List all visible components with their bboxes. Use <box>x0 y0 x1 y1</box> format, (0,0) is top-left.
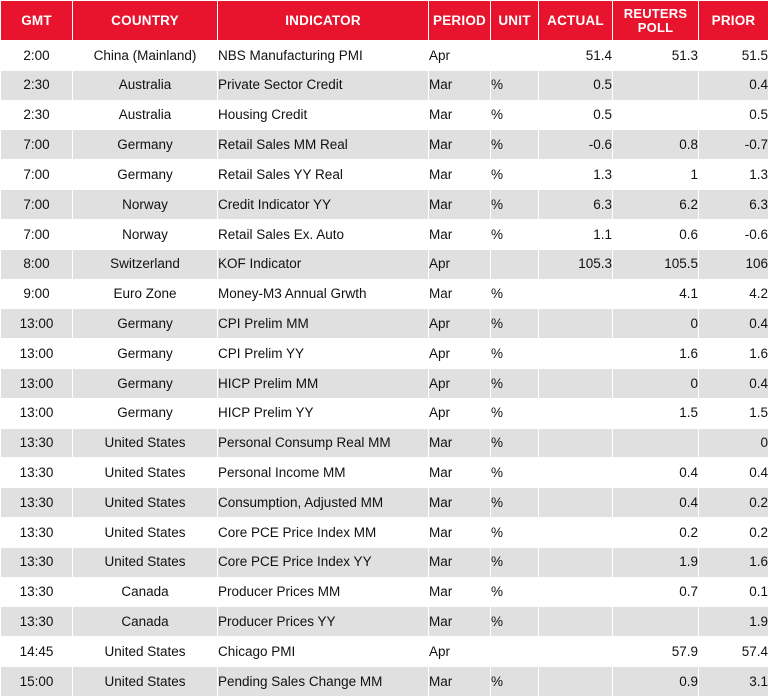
cell-actual <box>539 458 613 488</box>
column-header-period[interactable]: PERIOD <box>429 1 491 41</box>
cell-reuters-poll: 1 <box>613 160 699 190</box>
cell-indicator: Core PCE Price Index MM <box>218 518 429 548</box>
cell-actual <box>539 607 613 637</box>
cell-prior: 6.3 <box>699 190 768 220</box>
cell-period: Mar <box>429 488 491 518</box>
cell-country: Germany <box>73 339 218 369</box>
column-header-unit[interactable]: UNIT <box>491 1 539 41</box>
cell-indicator: Housing Credit <box>218 100 429 130</box>
cell-country: United States <box>73 547 218 577</box>
cell-prior: 0.4 <box>699 70 768 100</box>
cell-prior: 1.3 <box>699 160 768 190</box>
cell-indicator: Pending Sales Change MM <box>218 667 429 697</box>
cell-reuters-poll: 105.5 <box>613 249 699 279</box>
cell-period: Mar <box>429 279 491 309</box>
cell-reuters-poll: 1.6 <box>613 339 699 369</box>
cell-reuters-poll: 1.5 <box>613 398 699 428</box>
cell-gmt: 2:30 <box>1 70 73 100</box>
column-header-reuters-line2: POLL <box>637 19 674 35</box>
table-row <box>1 607 768 637</box>
cell-unit: % <box>491 518 539 548</box>
cell-gmt: 13:30 <box>1 547 73 577</box>
cell-period: Mar <box>429 130 491 160</box>
table-row <box>1 160 768 190</box>
cell-indicator: Core PCE Price Index YY <box>218 547 429 577</box>
cell-prior: 0.2 <box>699 488 768 518</box>
cell-unit: % <box>491 577 539 607</box>
cell-country: Germany <box>73 398 218 428</box>
cell-prior: 0.4 <box>699 368 768 398</box>
table-row <box>1 190 768 220</box>
table-row <box>1 547 768 577</box>
cell-reuters-poll: 0.9 <box>613 667 699 697</box>
cell-actual <box>539 577 613 607</box>
table-row <box>1 70 768 100</box>
table-row <box>1 368 768 398</box>
cell-indicator: Retail Sales MM Real <box>218 130 429 160</box>
cell-prior: 1.5 <box>699 398 768 428</box>
table-row <box>1 219 768 249</box>
cell-indicator: HICP Prelim YY <box>218 398 429 428</box>
table-row <box>1 637 768 667</box>
cell-country: Germany <box>73 160 218 190</box>
cell-actual <box>539 339 613 369</box>
cell-reuters-poll <box>613 428 699 458</box>
table-row <box>1 41 768 71</box>
cell-indicator: HICP Prelim MM <box>218 368 429 398</box>
cell-country: Germany <box>73 309 218 339</box>
cell-unit: % <box>491 130 539 160</box>
cell-actual <box>539 309 613 339</box>
cell-indicator: Retail Sales Ex. Auto <box>218 219 429 249</box>
cell-actual <box>539 279 613 309</box>
column-header-actual[interactable]: ACTUAL <box>539 1 613 41</box>
cell-actual: 1.1 <box>539 219 613 249</box>
cell-actual: 6.3 <box>539 190 613 220</box>
cell-indicator: Producer Prices YY <box>218 607 429 637</box>
cell-gmt: 13:30 <box>1 488 73 518</box>
cell-reuters-poll: 0 <box>613 368 699 398</box>
cell-unit: % <box>491 667 539 697</box>
cell-unit <box>491 249 539 279</box>
cell-period: Apr <box>429 398 491 428</box>
table-row <box>1 100 768 130</box>
cell-actual <box>539 547 613 577</box>
cell-gmt: 13:30 <box>1 577 73 607</box>
cell-prior: 3.1 <box>699 667 768 697</box>
cell-period: Apr <box>429 41 491 71</box>
cell-period: Mar <box>429 518 491 548</box>
cell-reuters-poll: 6.2 <box>613 190 699 220</box>
cell-period: Apr <box>429 249 491 279</box>
cell-period: Mar <box>429 190 491 220</box>
cell-gmt: 13:00 <box>1 398 73 428</box>
cell-country: United States <box>73 488 218 518</box>
cell-prior: -0.6 <box>699 219 768 249</box>
cell-indicator: Chicago PMI <box>218 637 429 667</box>
cell-gmt: 7:00 <box>1 190 73 220</box>
cell-indicator: Consumption, Adjusted MM <box>218 488 429 518</box>
cell-gmt: 13:00 <box>1 368 73 398</box>
cell-indicator: Private Sector Credit <box>218 70 429 100</box>
cell-country: Norway <box>73 190 218 220</box>
cell-actual <box>539 488 613 518</box>
cell-country: Australia <box>73 100 218 130</box>
cell-period: Apr <box>429 339 491 369</box>
cell-country: Australia <box>73 70 218 100</box>
cell-reuters-poll <box>613 70 699 100</box>
cell-prior: 0.4 <box>699 458 768 488</box>
table-row <box>1 458 768 488</box>
cell-gmt: 7:00 <box>1 130 73 160</box>
cell-actual: -0.6 <box>539 130 613 160</box>
cell-actual: 0.5 <box>539 100 613 130</box>
cell-gmt: 13:00 <box>1 339 73 369</box>
cell-indicator: CPI Prelim YY <box>218 339 429 369</box>
cell-gmt: 13:30 <box>1 458 73 488</box>
table-row <box>1 667 768 697</box>
cell-prior: 1.9 <box>699 607 768 637</box>
table-row <box>1 577 768 607</box>
cell-reuters-poll: 0.7 <box>613 577 699 607</box>
cell-gmt: 13:30 <box>1 518 73 548</box>
cell-period: Mar <box>429 577 491 607</box>
cell-actual <box>539 428 613 458</box>
table-row <box>1 249 768 279</box>
cell-period: Apr <box>429 309 491 339</box>
cell-gmt: 14:45 <box>1 637 73 667</box>
table-row <box>1 398 768 428</box>
cell-unit: % <box>491 219 539 249</box>
cell-unit: % <box>491 368 539 398</box>
cell-country: United States <box>73 428 218 458</box>
cell-prior: 1.6 <box>699 339 768 369</box>
cell-gmt: 13:00 <box>1 309 73 339</box>
cell-indicator: Personal Income MM <box>218 458 429 488</box>
cell-prior: 1.6 <box>699 547 768 577</box>
cell-actual: 105.3 <box>539 249 613 279</box>
cell-unit: % <box>491 398 539 428</box>
cell-prior: -0.7 <box>699 130 768 160</box>
cell-prior: 4.2 <box>699 279 768 309</box>
cell-gmt: 7:00 <box>1 160 73 190</box>
cell-indicator: Producer Prices MM <box>218 577 429 607</box>
table-row <box>1 309 768 339</box>
cell-indicator: Retail Sales YY Real <box>218 160 429 190</box>
cell-unit: % <box>491 458 539 488</box>
cell-gmt: 13:30 <box>1 607 73 637</box>
cell-reuters-poll: 51.3 <box>613 41 699 71</box>
table-row <box>1 279 768 309</box>
cell-prior: 0 <box>699 428 768 458</box>
cell-unit: % <box>491 160 539 190</box>
cell-country: Euro Zone <box>73 279 218 309</box>
cell-actual <box>539 518 613 548</box>
column-header-gmt[interactable]: GMT <box>1 1 73 41</box>
table-row <box>1 339 768 369</box>
cell-indicator: Personal Consump Real MM <box>218 428 429 458</box>
cell-unit: % <box>491 428 539 458</box>
cell-reuters-poll <box>613 100 699 130</box>
cell-reuters-poll: 4.1 <box>613 279 699 309</box>
cell-period: Mar <box>429 667 491 697</box>
cell-country: Canada <box>73 577 218 607</box>
cell-country: Germany <box>73 130 218 160</box>
cell-unit: % <box>491 309 539 339</box>
cell-period: Apr <box>429 368 491 398</box>
cell-period: Mar <box>429 428 491 458</box>
table-body <box>1 41 768 697</box>
column-header-indicator[interactable]: INDICATOR <box>218 1 429 41</box>
cell-indicator: Credit Indicator YY <box>218 190 429 220</box>
cell-unit: % <box>491 279 539 309</box>
cell-gmt: 2:30 <box>1 100 73 130</box>
cell-reuters-poll: 1.9 <box>613 547 699 577</box>
cell-reuters-poll: 57.9 <box>613 637 699 667</box>
cell-indicator: CPI Prelim MM <box>218 309 429 339</box>
column-header-country[interactable]: COUNTRY <box>73 1 218 41</box>
cell-country: United States <box>73 518 218 548</box>
cell-gmt: 2:00 <box>1 41 73 71</box>
cell-unit: % <box>491 100 539 130</box>
cell-country: United States <box>73 637 218 667</box>
cell-unit: % <box>491 190 539 220</box>
table-header <box>1 1 768 41</box>
cell-prior: 0.5 <box>699 100 768 130</box>
cell-country: Germany <box>73 368 218 398</box>
cell-unit: % <box>491 339 539 369</box>
cell-prior: 0.4 <box>699 309 768 339</box>
cell-actual <box>539 667 613 697</box>
cell-reuters-poll: 0.4 <box>613 458 699 488</box>
table-row <box>1 428 768 458</box>
cell-actual: 0.5 <box>539 70 613 100</box>
cell-unit: % <box>491 547 539 577</box>
cell-prior: 51.5 <box>699 41 768 71</box>
table-header-row <box>1 1 768 41</box>
cell-prior: 0.2 <box>699 518 768 548</box>
cell-reuters-poll: 0.4 <box>613 488 699 518</box>
cell-period: Mar <box>429 70 491 100</box>
cell-gmt: 7:00 <box>1 219 73 249</box>
cell-country: United States <box>73 458 218 488</box>
column-header-reuters-line1: REUTERS <box>623 5 688 21</box>
cell-country: Norway <box>73 219 218 249</box>
cell-unit: % <box>491 70 539 100</box>
cell-period: Mar <box>429 160 491 190</box>
cell-unit: % <box>491 488 539 518</box>
cell-indicator: Money-M3 Annual Grwth <box>218 279 429 309</box>
cell-reuters-poll: 0.2 <box>613 518 699 548</box>
cell-period: Apr <box>429 637 491 667</box>
cell-country: United States <box>73 667 218 697</box>
cell-unit <box>491 41 539 71</box>
cell-gmt: 13:30 <box>1 428 73 458</box>
cell-indicator: KOF Indicator <box>218 249 429 279</box>
cell-actual <box>539 398 613 428</box>
cell-reuters-poll: 0 <box>613 309 699 339</box>
cell-actual <box>539 637 613 667</box>
cell-country: China (Mainland) <box>73 41 218 71</box>
cell-period: Mar <box>429 607 491 637</box>
cell-country: Canada <box>73 607 218 637</box>
cell-indicator: NBS Manufacturing PMI <box>218 41 429 71</box>
table-row <box>1 518 768 548</box>
cell-gmt: 8:00 <box>1 249 73 279</box>
cell-reuters-poll: 0.8 <box>613 130 699 160</box>
table-row <box>1 488 768 518</box>
cell-reuters-poll: 0.6 <box>613 219 699 249</box>
cell-unit: % <box>491 607 539 637</box>
cell-actual <box>539 368 613 398</box>
cell-reuters-poll <box>613 607 699 637</box>
table-row <box>1 130 768 160</box>
cell-gmt: 15:00 <box>1 667 73 697</box>
cell-period: Mar <box>429 219 491 249</box>
column-header-reuters-poll[interactable] <box>613 1 699 41</box>
cell-period: Mar <box>429 100 491 130</box>
cell-gmt: 9:00 <box>1 279 73 309</box>
cell-prior: 57.4 <box>699 637 768 667</box>
cell-country: Switzerland <box>73 249 218 279</box>
cell-prior: 0.1 <box>699 577 768 607</box>
cell-actual: 51.4 <box>539 41 613 71</box>
cell-actual: 1.3 <box>539 160 613 190</box>
column-header-prior[interactable]: PRIOR <box>699 1 768 41</box>
cell-prior: 106 <box>699 249 768 279</box>
cell-period: Mar <box>429 458 491 488</box>
cell-period: Mar <box>429 547 491 577</box>
cell-unit <box>491 637 539 667</box>
